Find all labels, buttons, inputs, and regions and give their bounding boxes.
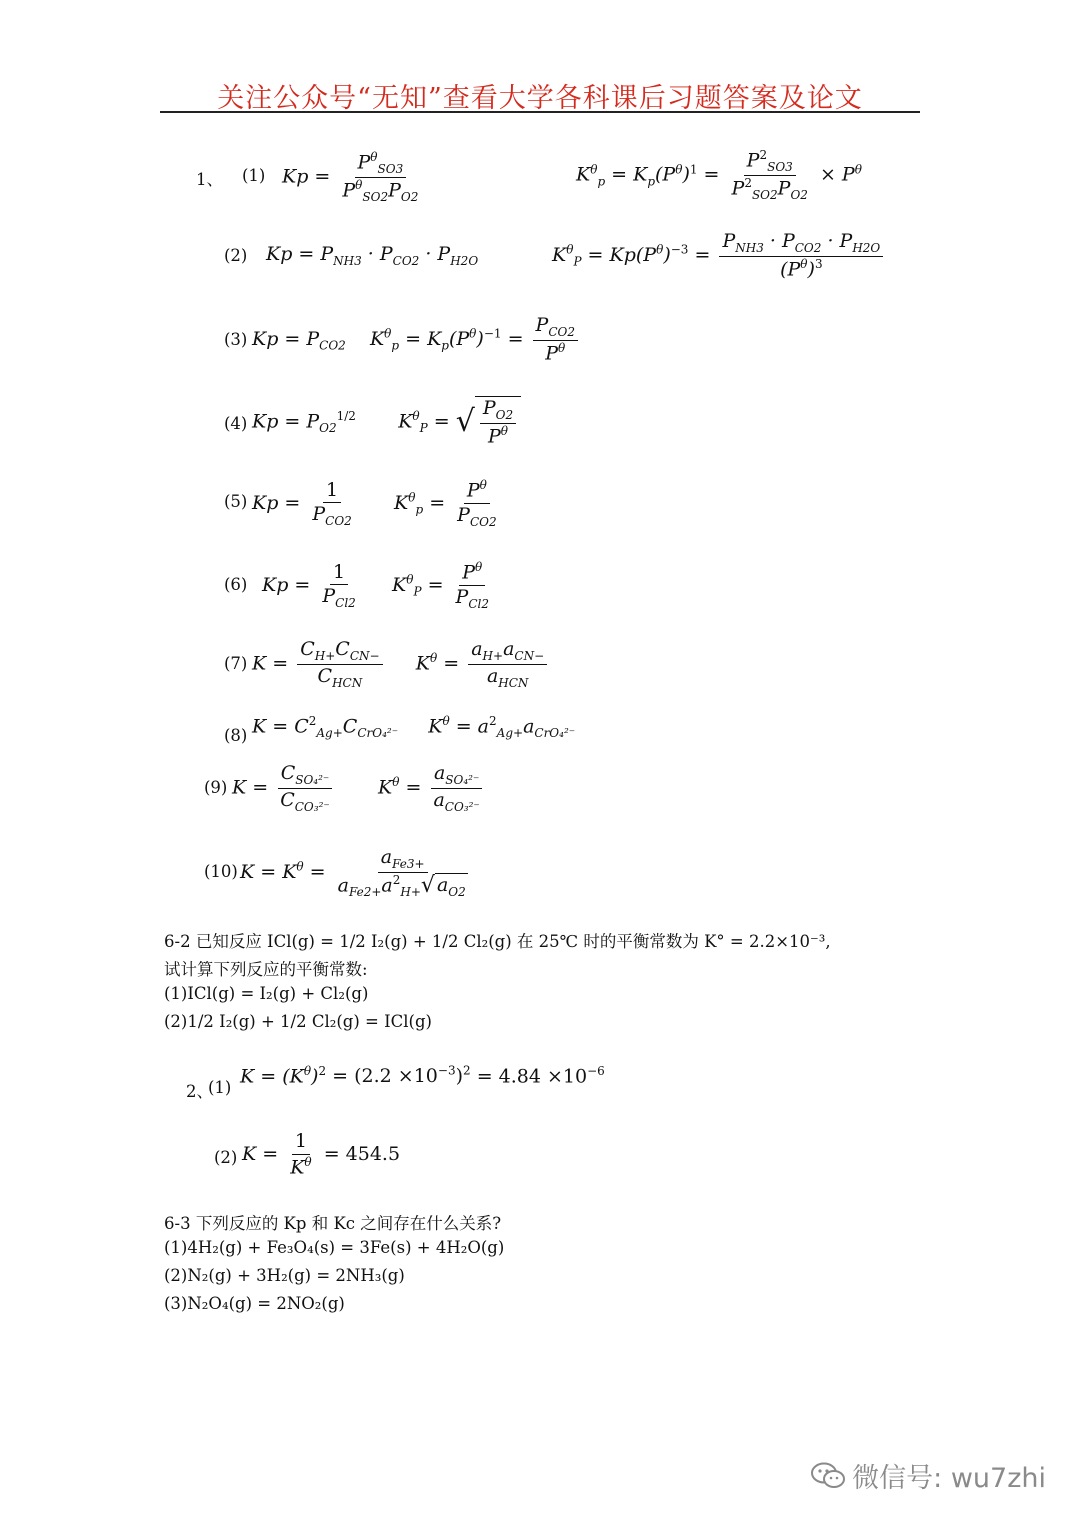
problem-6-2-part2: (2)1/2 I₂(g) + 1/2 Cl₂(g) = ICl(g) bbox=[164, 1012, 432, 1031]
formula-8: $K = C^2_{Ag+}C_{CrO_4^{2-}}$ $K^\theta = a^2_{Ag+}a_{CrO_4^{2-}}$ bbox=[252, 714, 576, 741]
answer-1-label-8: (8) bbox=[224, 726, 248, 745]
formula-7: K = $C_{H+}C_{CN-}$ $C_{HCN}$ $K^\theta$ = $a_{H+}a_{CN-}$ $a_{HCN}$ bbox=[252, 638, 550, 691]
answer-1-label-9: (9) bbox=[204, 778, 228, 797]
answer-1-number: 1、 bbox=[196, 170, 223, 189]
answer-1-label-10: (10) bbox=[204, 862, 238, 881]
problem-6-2-statement-line2: 试计算下列反应的平衡常数: bbox=[164, 960, 368, 979]
answer-1-label-3: (3) bbox=[224, 330, 248, 349]
answer-1-label-1: (1) bbox=[242, 166, 266, 185]
answer-2-1-exponent: −6 bbox=[587, 1064, 605, 1078]
problem-6-3-statement: 6-3 下列反应的 Kp 和 Kc 之间存在什么关系? bbox=[164, 1214, 502, 1233]
answer-1-label-6: (6) bbox=[224, 575, 248, 594]
formula-2-kptheta: $K^\theta_P = Kp(P^\theta)^{-3}$ = $P_{NH3} \cdot P_{CO2} \cdot P_{H2O}$ $(P^\theta)^3$ bbox=[552, 230, 886, 282]
formula-6: Kp = 1 $P_{Cl2}$ $K^\theta_P$ = $P^\theta$ $P_{Cl2}$ bbox=[262, 560, 489, 611]
formula-2-kp: $Kp = P_{NH3} \cdot P_{CO2} \cdot P_{H2O}$ bbox=[266, 243, 479, 268]
answer-2-label-2: (2) bbox=[214, 1148, 238, 1167]
formula-2-2: K = $\frac{1}{K^\theta}$ = 454.5 bbox=[242, 1130, 401, 1179]
page-header-title: 关注公众号“无知”查看大学各科课后习题答案及论文 bbox=[217, 83, 863, 114]
answer-1-label-5: (5) bbox=[224, 492, 248, 511]
wechat-icon bbox=[810, 1461, 846, 1491]
formula-9: K = $C_{SO_4^{2-}}$ $C_{CO_3^{2-}}$ $K^\theta$ = $a_{SO_4^{2-}}$ $a_{CO_3^{2-}}$ bbox=[232, 762, 486, 815]
answer-2-number: 2、 bbox=[186, 1082, 213, 1101]
answer-2-1-result: = 4.84 ×10 bbox=[476, 1065, 588, 1088]
problem-6-3-part1: (1)4H₂(g) + Fe₃O₄(s) = 3Fe(s) + 4H₂O(g) bbox=[164, 1238, 505, 1257]
answer-1-label-4: (4) bbox=[224, 414, 248, 433]
formula-10: $K = K^\theta$ = $a_{Fe3+}$ $a_{Fe2+}a^2_{H+}$ √ $a_{O2}$ bbox=[240, 846, 466, 899]
problem-6-3-part2: (2)N₂(g) + 3H₂(g) = 2NH₃(g) bbox=[164, 1266, 405, 1285]
problem-6-2-part1: (1)ICl(g) = I₂(g) + Cl₂(g) bbox=[164, 984, 369, 1003]
answer-1-label-2: (2) bbox=[224, 246, 248, 265]
formula-2-1: $K = (K^\theta)^2 = (2.2 \times 10^{-3})^2 = 4.84 \times 10^{-6}$ bbox=[240, 1064, 605, 1088]
formula-4: $Kp = P_{O2}^{1/2}$ $K^\theta_P$ = √ $\frac{P_{O2}}{P^\theta}$ bbox=[252, 396, 521, 449]
formula-3: $Kp = P_{CO2}$ $K^\theta_p = K_p(P^\theta)^{-1}$ = $P_{CO2}$ $P^\theta$ bbox=[252, 314, 581, 366]
header-rule bbox=[160, 111, 920, 113]
problem-6-3-part3: (3)N₂O₄(g) = 2NO₂(g) bbox=[164, 1294, 345, 1313]
answer-1-label-7: (7) bbox=[224, 654, 248, 673]
answer-2-2-result: = 454.5 bbox=[323, 1142, 401, 1165]
wechat-watermark bbox=[810, 1456, 1046, 1495]
problem-6-2-statement-line1: 6-2 已知反应 ICl(g) = 1/2 I₂(g) + 1/2 Cl₂(g) 在 25℃ 时的平衡常数为 K° = 2.2×10⁻³, bbox=[164, 932, 831, 951]
formula-5: Kp = 1 $P_{CO2}$ $K^\theta_p$ = $P^\theta$ $P_{CO2}$ bbox=[252, 478, 497, 529]
formula-1-kptheta: $K^\theta_p = K_p(P^\theta)^1$ = $\frac{P^2_{SO3}}{P^2_{SO2}P_{O2}}$ × $P^\theta$ bbox=[576, 148, 862, 203]
answer-2-label-1: (1) bbox=[208, 1078, 232, 1097]
formula-1-kp: Kp = $P^\theta_{SO3}$ $P^\theta_{SO2}P_{O2}$ bbox=[282, 150, 419, 205]
watermark-text: 微信号: wu7zhi bbox=[852, 1463, 1046, 1494]
